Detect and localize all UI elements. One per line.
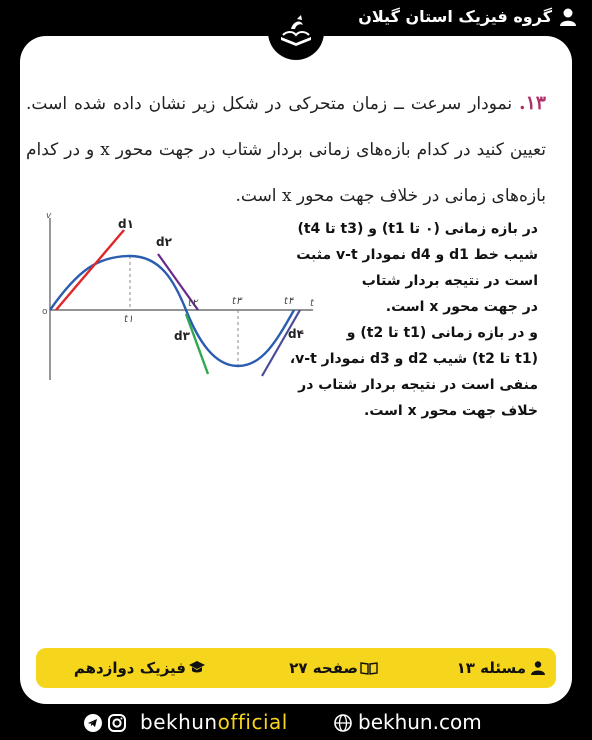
v-axis-label: v: [46, 211, 52, 221]
book-label: فیزیک دوازدهم: [73, 659, 186, 677]
brand-logo: [268, 4, 324, 60]
instagram-icon[interactable]: [108, 714, 126, 732]
problem-statement: [26, 80, 546, 219]
label-t4: t۴: [284, 296, 294, 307]
user-icon: [558, 7, 578, 27]
telegram-icon[interactable]: [84, 714, 102, 732]
user-group-icon: [530, 660, 546, 676]
label-d1: d۱: [118, 217, 134, 231]
answer-line: (t1 تا t2) شیب d2 و d3 نمودار v-t،: [289, 351, 538, 367]
problem-body: نمودار سرعت ــ زمان متحرکی در شکل زیر نشان داده شده است. تعیین کنید در کدام بازه‌های زمانی بردار شتاب در جهت محور x و در کدام بازه‌های زمانی در خلاف جهت محور x است.: [26, 94, 546, 206]
answer-line: و در بازه زمانی (t1 تا t2) و: [346, 325, 538, 341]
answer-line: شیب خط d1 و d4 نمودار v-t مثبت: [296, 247, 538, 263]
problem-number: ۱۳.: [518, 92, 546, 114]
label-t3: t۳: [232, 296, 242, 307]
globe-icon: [334, 714, 352, 732]
tangent-d1: [56, 230, 124, 310]
problem-label: مسئله ۱۳: [456, 659, 526, 677]
book-logo-icon: [273, 9, 319, 55]
social-handle[interactable]: bekhunofficial: [140, 710, 288, 734]
graduation-cap-icon: [188, 660, 206, 676]
info-bar: [36, 648, 556, 688]
answer-line: منفی است در نتیجه بردار شتاب در: [298, 377, 538, 393]
website-link[interactable]: bekhun.com: [358, 710, 482, 734]
label-d3: d۳: [174, 329, 190, 343]
bottom-bar: [0, 706, 592, 740]
answer-line: در بازه زمانی (۰ تا t1) و (t3 تا t4): [297, 221, 538, 237]
t-axis-label: t: [310, 298, 314, 309]
open-book-icon: [360, 661, 378, 675]
answer-text: [238, 216, 538, 424]
group-title: گروه فیزیک استان گیلان: [358, 7, 552, 26]
page-label: صفحه ۲۷: [289, 659, 358, 677]
origin-label: o: [42, 307, 48, 317]
label-t2: t۲: [188, 298, 198, 309]
answer-line: است در نتیجه بردار شتاب: [361, 273, 538, 289]
content-card: [20, 36, 572, 704]
answer-line: در جهت محور x است.: [385, 299, 538, 315]
answer-line: خلاف جهت محور x است.: [364, 403, 538, 419]
label-d4: d۴: [288, 327, 304, 341]
label-d2: d۲: [156, 235, 172, 249]
label-t1: t۱: [124, 314, 134, 325]
